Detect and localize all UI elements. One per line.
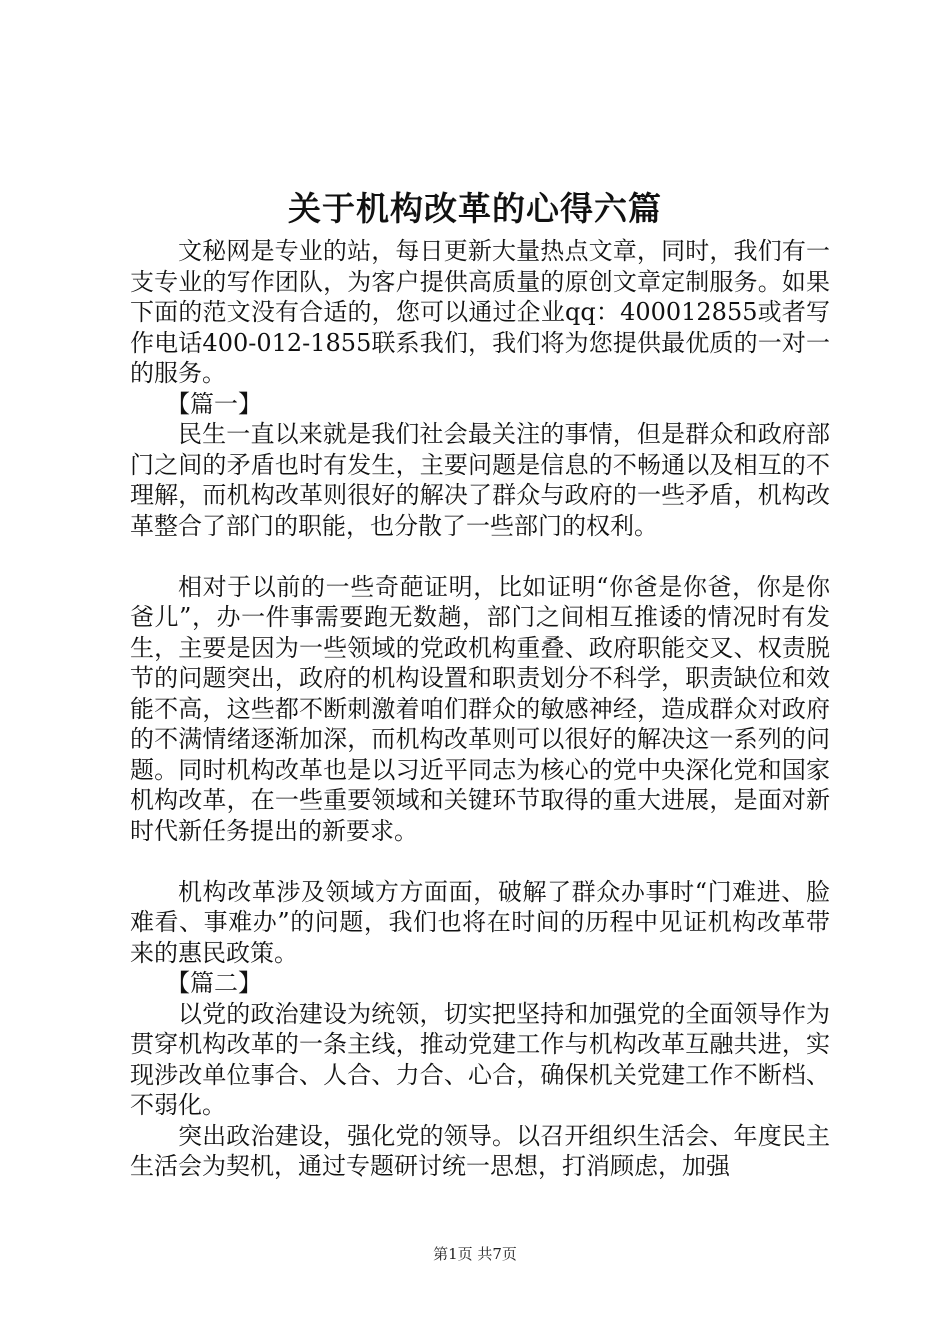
section-2-paragraph-1: 以党的政治建设为统领，切实把坚持和加强党的全面领导作为贯穿机构改革的一条主线，推动党建工作与机构改革互融共进，实现涉改单位事合、人合、力合、心合，确保机关党建工作不断档、不弱化。 xyxy=(130,999,830,1119)
section-1-paragraph-2: 相对于以前的一些奇葩证明，比如证明“你爸是你爸，你是你爸儿”，办一件事需要跑无数趟，部门之间相互推诿的情况时有发生，主要是因为一些领域的党政机构重叠、政府职能交叉、权责脱节的问题突出，政府的机构设置和职责划分不科学，职责缺位和效能不高，这些都不断刺激着咱们群众的敏感神经，造成群众对政府的不满情绪逐渐加深，而机构改革则可以很好的解决这一系列的问题。同时机构改革也是以习近平同志为核心的党中央深化党和国家机构改革，在一些重要领域和关键环节取得的重大进展，是面对新时代新任务提出的新要求。 xyxy=(130,572,830,845)
section-2-paragraph-2: 突出政治建设，强化党的领导。以召开组织生活会、年度民主生活会为契机，通过专题研讨统一思想，打消顾虑，加强 xyxy=(130,1121,830,1180)
page-footer: 第1页 共7页 xyxy=(433,1245,517,1263)
document-title: 关于机构改革的心得六篇 xyxy=(288,189,662,228)
document-body xyxy=(130,236,830,1182)
section-heading-1: 【篇一】 xyxy=(166,389,262,418)
section-1-paragraph-3: 机构改革涉及领域方方面面，破解了群众办事时“门难进、脸难看、事难办”的问题，我们也将在时间的历程中见证机构改革带来的惠民政策。 xyxy=(130,877,830,967)
section-heading-2: 【篇二】 xyxy=(166,969,262,997)
paragraph-spacer xyxy=(130,846,830,877)
intro-paragraph: 文秘网是专业的站，每日更新大量热点文章，同时，我们有一支专业的写作团队，为客户提供高质量的原创文章定制服务。如果下面的范文没有合适的，您可以通过企业qq：400012855或者写作电话400-012-1855联系我们，我们将为您提供最优质的一对一的服务。 xyxy=(130,237,830,387)
section-1-paragraph-1: 民生一直以来就是我们社会最关注的事情，但是群众和政府部门之间的矛盾也时有发生，主要问题是信息的不畅通以及相互的不理解，而机构改革则很好的解决了群众与政府的一些矛盾，机构改革整合了部门的职能，也分散了一些部门的权利。 xyxy=(130,420,830,540)
paragraph-spacer xyxy=(130,541,830,572)
